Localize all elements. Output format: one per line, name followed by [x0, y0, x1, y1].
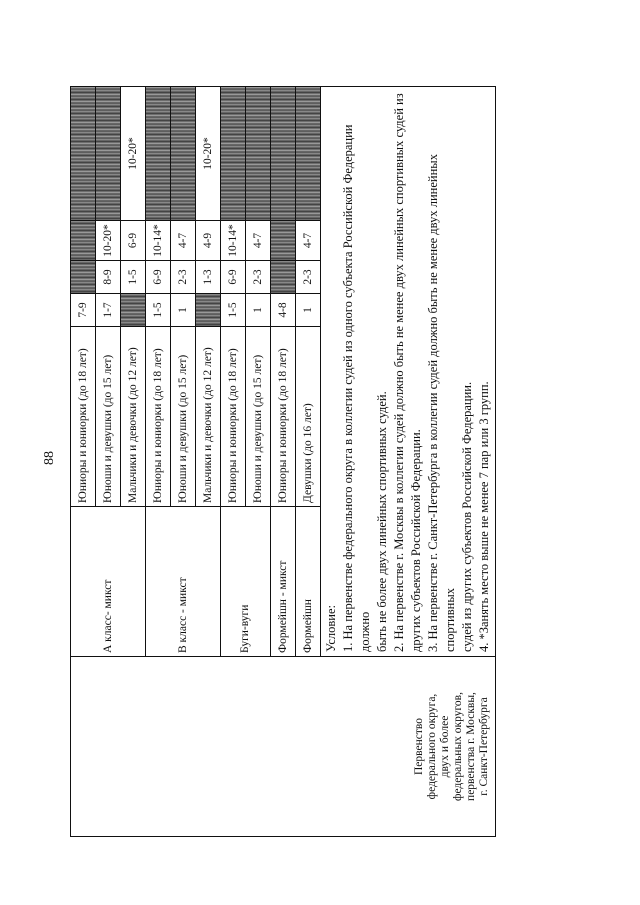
- shaded-cell: [96, 87, 121, 221]
- results-table: [70, 86, 496, 837]
- rotated-content: [42, 87, 491, 837]
- program-cell: Формейшн - микст: [271, 507, 296, 657]
- event-cell: [71, 657, 496, 837]
- place-cell: 10-20*: [96, 221, 121, 261]
- shaded-cell: [271, 87, 296, 221]
- place-cell: 1-5: [121, 261, 146, 294]
- place-cell: 6-9: [121, 221, 146, 261]
- note-line: быть не более двух линейных спортивных судей.: [375, 391, 389, 652]
- group-cell: Юноши и девушки (до 15 лет): [96, 327, 121, 507]
- page-number: 88: [42, 451, 57, 465]
- event-line: г. Санкт-Петербурга: [478, 697, 490, 796]
- event-line: федерального округа,: [426, 693, 438, 800]
- event-line: двух и более: [439, 715, 451, 778]
- program-cell: А класс- микст: [71, 507, 146, 657]
- place-cell: 1-5: [221, 294, 246, 327]
- program-cell: Буги-вуги: [221, 507, 271, 657]
- shaded-cell: [71, 221, 96, 261]
- notes-title: Условие:: [324, 605, 338, 652]
- place-cell: 4-8: [271, 294, 296, 327]
- place-cell: 1: [171, 294, 196, 327]
- program-cell: В класс - микст: [146, 507, 221, 657]
- group-cell: Мальчики и девочки (до 12 лет): [121, 327, 146, 507]
- place-cell: 4-7: [171, 221, 196, 261]
- event-line: первенства г. Москвы,: [465, 692, 477, 801]
- place-cell: 6-9: [146, 261, 171, 294]
- note-line: 4. *Занять место выше не менее 7 пар или 3 групп.: [477, 381, 491, 652]
- shaded-cell: [271, 221, 296, 261]
- shaded-cell: [171, 87, 196, 221]
- place-cell: 2-3: [171, 261, 196, 294]
- note-line: 2. На первенстве г. Москвы в коллегии судей должно быть не менее двух линейных спортивных судей из: [392, 93, 406, 652]
- note-line: 1. На первенстве федерального округа в коллегии судей из одного субъекта Российской Федерации должно: [341, 124, 372, 652]
- shaded-cell: [146, 87, 171, 221]
- group-cell: Юниоры и юниорки (до 18 лет): [146, 327, 171, 507]
- shaded-cell: [71, 261, 96, 294]
- place-cell: 8-9: [96, 261, 121, 294]
- place-cell: 10-20*: [121, 87, 146, 221]
- event-line: федеральных округов,: [452, 692, 464, 801]
- group-cell: Мальчики и девочки (до 12 лет): [196, 327, 221, 507]
- table-row: [71, 87, 96, 837]
- group-cell: Девушки (до 16 лет): [296, 327, 321, 507]
- note-line: 3. На первенстве г. Санкт-Петербурга в коллегии судей должно быть не менее двух линейных спортивных: [426, 154, 457, 652]
- notes-cell: [321, 87, 496, 657]
- place-cell: 1: [246, 294, 271, 327]
- place-cell: 10-20*: [196, 87, 221, 221]
- place-cell: 10-14*: [221, 221, 246, 261]
- place-cell: 1-3: [196, 261, 221, 294]
- place-cell: 1-7: [96, 294, 121, 327]
- place-cell: 2-3: [296, 261, 321, 294]
- shaded-cell: [196, 294, 221, 327]
- place-cell: 4-7: [246, 221, 271, 261]
- place-cell: 10-14*: [146, 221, 171, 261]
- program-cell: Формейшн: [296, 507, 321, 657]
- group-cell: Юниоры и юниорки (до 18 лет): [221, 327, 246, 507]
- shaded-cell: [246, 87, 271, 221]
- shaded-cell: [71, 87, 96, 221]
- place-cell: 2-3: [246, 261, 271, 294]
- shaded-cell: [271, 261, 296, 294]
- group-cell: Юниоры и юниорки (до 18 лет): [271, 327, 296, 507]
- event-line: Первенство: [413, 718, 425, 776]
- place-cell: 4-9: [196, 221, 221, 261]
- place-cell: 1-5: [146, 294, 171, 327]
- shaded-cell: [121, 294, 146, 327]
- place-cell: 4-7: [296, 221, 321, 261]
- group-cell: Юноши и девушки (до 15 лет): [246, 327, 271, 507]
- group-cell: Юноши и девушки (до 15 лет): [171, 327, 196, 507]
- place-cell: 1: [296, 294, 321, 327]
- shaded-cell: [296, 87, 321, 221]
- shaded-cell: [221, 87, 246, 221]
- place-cell: 6-9: [221, 261, 246, 294]
- note-line: судей из других субъектов Российской Федерации.: [460, 381, 474, 652]
- place-cell: 7-9: [71, 294, 96, 327]
- group-cell: Юниоры и юниорки (до 18 лет): [71, 327, 96, 507]
- note-line: других субъектов Российской Федерации.: [409, 429, 423, 652]
